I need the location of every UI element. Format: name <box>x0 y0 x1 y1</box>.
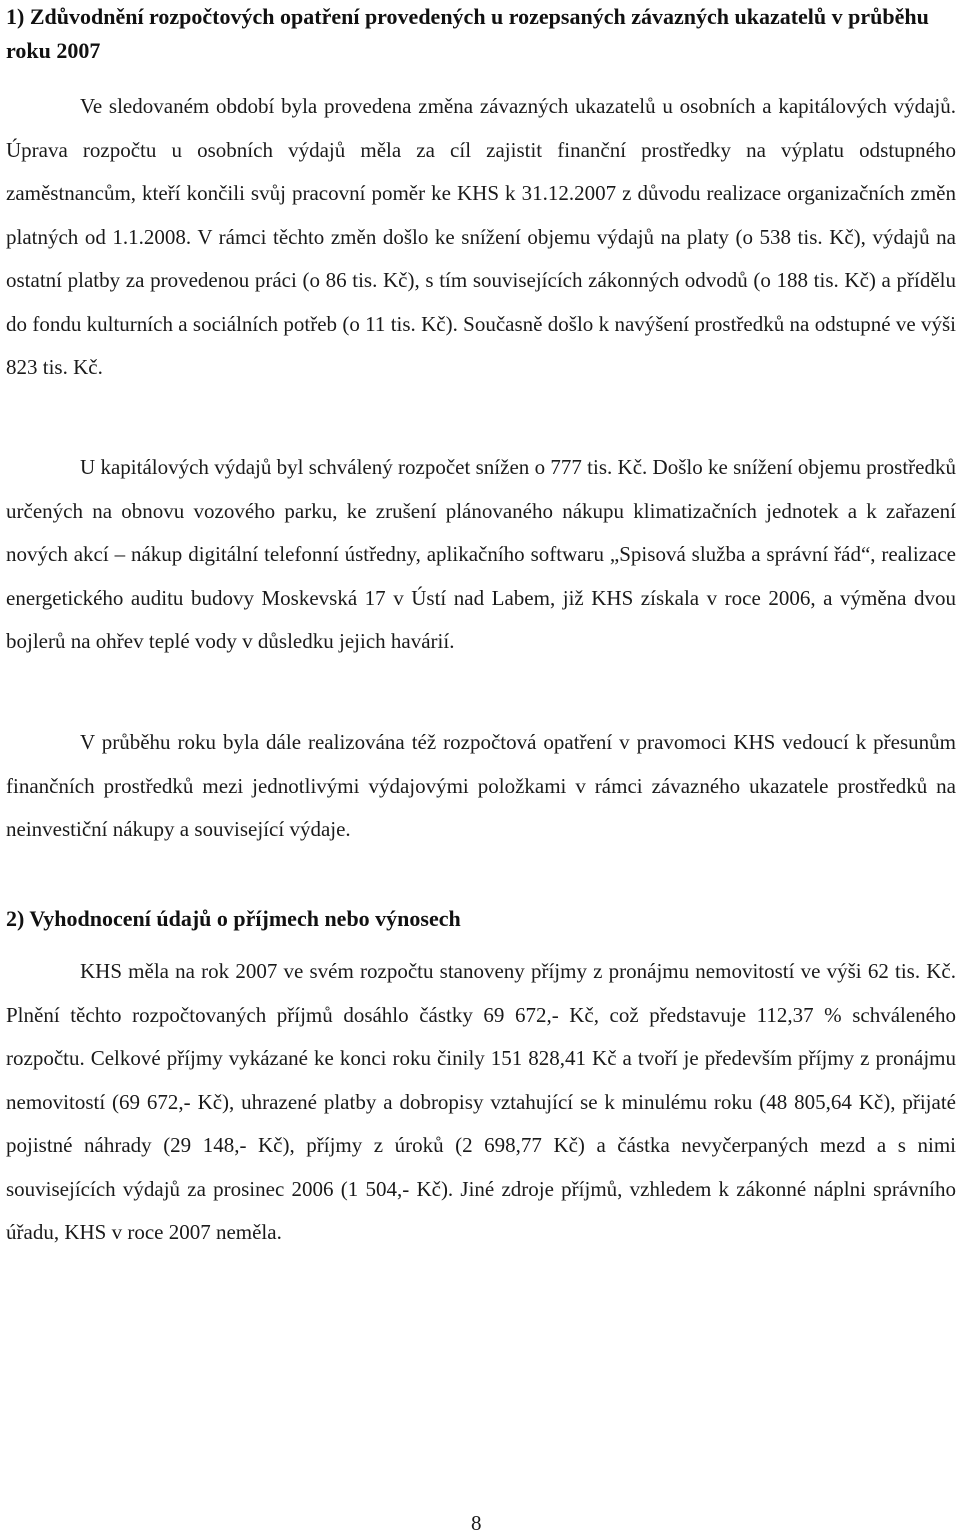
section-2-paragraph-1: KHS měla na rok 2007 ve svém rozpočtu stanoveny příjmy z pronájmu nemovitostí ve výši 62 tis. Kč. Plnění těchto rozpočtovaných příjmů dosáhlo částky 69 672,- Kč, což představuje 112,37 % schváleného rozpočtu. Celkové příjmy vykázané ke konci roku činily 151 828,41 Kč a tvoří je především příjmy z pronájmu nemovitostí (69 672,- Kč), uhrazené platby a dobropisy vztahující se k minulému roku (48 805,64 Kč), přijaté pojistné náhrady (29 148,- Kč), příjmy z úroků (2 698,77 Kč) a částka nevyčerpaných mezd a s nimi souvisejících výdajů za prosinec 2006 (1 504,- Kč). Jiné zdroje příjmů, vzhledem k zákonné náplni správního úřadu, KHS v roce 2007 neměla. <box>6 959 956 1244</box>
section-2-heading: 2) Vyhodnocení údajů o příjmech nebo výnosech <box>6 906 461 931</box>
section-1-paragraph-1: Ve sledovaném období byla provedena změna závazných ukazatelů u osobních a kapitálových výdajů. Úprava rozpočtu u osobních výdajů měla za cíl zajistit finanční prostředky na výplatu odstupného zaměstnancům, kteří končili svůj pracovní poměr ke KHS k 31.12.2007 z důvodu realizace organizačních změn platných od 1.1.2008. V rámci těchto změn došlo ke snížení objemu výdajů na platy (o 538 tis. Kč), výdajů na ostatní platby za provedenou práci (o 86 tis. Kč), s tím souvisejících zákonných odvodů (o 188 tis. Kč) a přídělu do fondu kulturních a sociálních potřeb (o 11 tis. Kč). Současně došlo k navýšení prostředků na odstupné ve výši 823 tis. Kč. <box>6 94 956 379</box>
section-1-paragraph-2: U kapitálových výdajů byl schválený rozpočet snížen o 777 tis. Kč. Došlo ke snížení objemu prostředků určených na obnovu vozového parku, ke zrušení plánovaného nákupu klimatizačních jednotek a k zařazení nových akcí – nákup digitální telefonní ústředny, aplikačního softwaru „Spisová služba a správní řád“, realizace energetického auditu budovy Moskevská 17 v Ústí nad Labem, již KHS získala v roce 2006, a výměna dvou bojlerů na ohřev teplé vody v důsledku jejich havárií. <box>6 455 956 653</box>
section-1-heading: 1) Zdůvodnění rozpočtových opatření provedených u rozepsaných závazných ukazatelů v průběhu roku 2007 <box>6 4 929 63</box>
section-1-paragraph-3: V průběhu roku byla dále realizována též rozpočtová opatření v pravomoci KHS vedoucí k přesunům finančních prostředků mezi jednotlivými výdajovými položkami v rámci závazného ukazatele prostředků na neinvestiční nákupy a související výdaje. <box>6 730 956 841</box>
page-number: 8 <box>471 1511 482 1535</box>
